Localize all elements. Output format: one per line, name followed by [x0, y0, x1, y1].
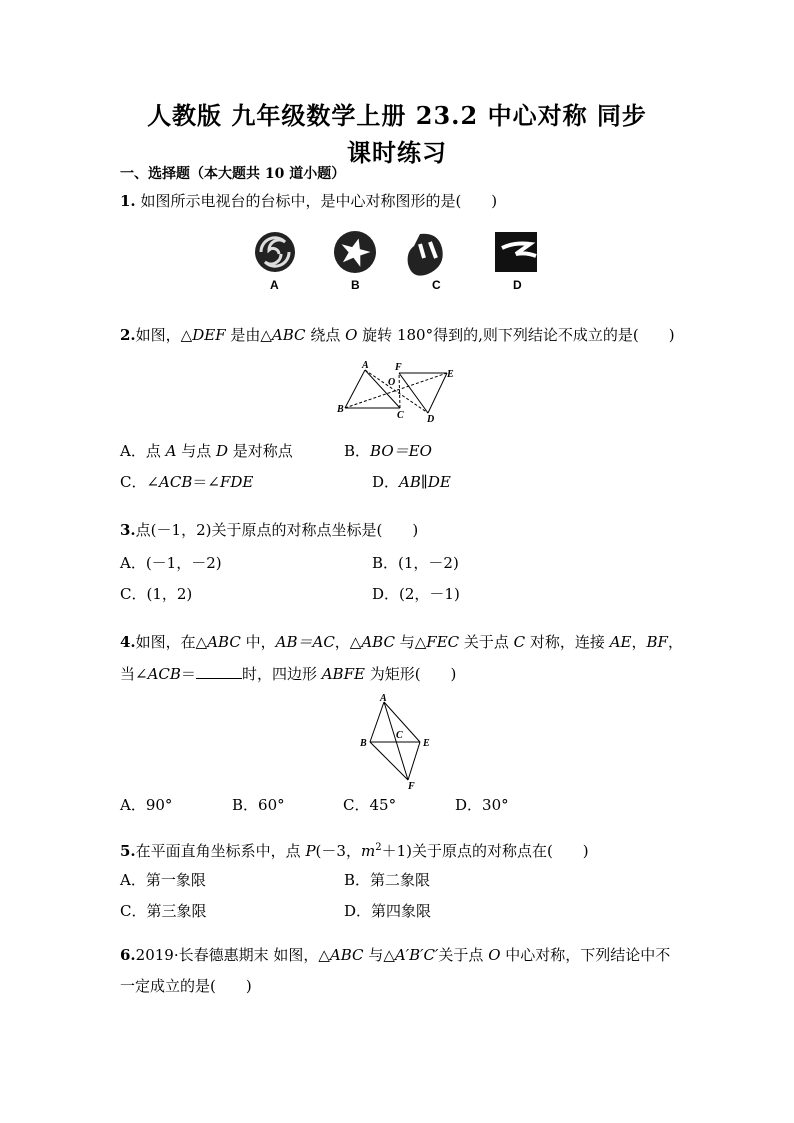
option-a[interactable] [120, 440, 293, 461]
tv-logos-figure [250, 226, 550, 282]
option-c[interactable]: C．(1，2) [120, 585, 193, 603]
question-number: 4. [120, 633, 136, 651]
math: C [513, 633, 526, 651]
text: 关于点 [459, 633, 514, 651]
text: 为矩形( ) [364, 665, 457, 683]
question-4-line1 [120, 632, 683, 652]
text: 与点 [176, 442, 216, 460]
label-o: O [388, 377, 396, 388]
option-d[interactable] [372, 471, 451, 492]
text: C．∠ [120, 473, 160, 491]
logo-label-b: B [351, 278, 360, 292]
section-heading: 一、选择题（本大题共 10 道小题） [120, 166, 346, 182]
math: ABFE [321, 665, 365, 683]
label-b: B [360, 738, 367, 749]
math: ABC [329, 946, 364, 964]
text: ＝ [180, 665, 196, 683]
option-a[interactable]: A．第一象限 [120, 871, 206, 889]
math: ABC [271, 326, 306, 344]
math: FEC [426, 633, 460, 651]
text: 与△ [363, 946, 395, 964]
math: DEF [192, 326, 226, 344]
question-3 [120, 520, 418, 540]
option-c[interactable]: C．第三象限 [120, 902, 207, 920]
math: m [360, 842, 376, 860]
question-1 [120, 191, 497, 211]
question-number: 1. [120, 192, 136, 210]
text: 中， [240, 633, 276, 651]
option-b[interactable]: B．60° [232, 796, 285, 814]
question-text: 点(－1，2)关于原点的对称点坐标是( ) [135, 521, 419, 539]
math: P [305, 842, 316, 860]
option-d[interactable]: D．第四象限 [344, 902, 432, 920]
option-b[interactable]: B．第二象限 [344, 871, 431, 889]
option-a[interactable]: A．90° [120, 796, 173, 814]
logo-label-a: A [270, 278, 279, 292]
math: A [165, 442, 177, 460]
math: ABC [361, 633, 395, 651]
question-4-line2 [120, 664, 456, 684]
logo-b-star-icon [334, 231, 376, 273]
text: ， [667, 633, 683, 651]
option-d[interactable]: D．(2，－1) [372, 585, 460, 603]
text: 与△ [394, 633, 427, 651]
label-e: E [447, 369, 454, 380]
math: O [345, 326, 358, 344]
question-number: 2. [120, 326, 136, 344]
label-d: D [427, 414, 435, 425]
math: BO＝EO [370, 442, 432, 460]
text: 旋转 180°得到的,则下列结论不成立的是( ) [357, 326, 675, 344]
text: 2019·长春德惠期末 如图，△ [135, 946, 330, 964]
text: 是由△ [225, 326, 272, 344]
question-6-line2: 一定成立的是( ) [120, 977, 252, 995]
label-a: A [380, 693, 387, 704]
label-a: A [362, 360, 369, 371]
text: B． [344, 442, 371, 460]
text: 绕点 [305, 326, 346, 344]
text: ＋1)关于原点的对称点在( ) [381, 842, 589, 860]
text: 是对称点 [228, 442, 293, 460]
question-number: 6. [120, 946, 136, 964]
math: AE [609, 633, 632, 651]
logo-d-icon [495, 232, 537, 272]
text: 对称，连接 [525, 633, 610, 651]
text: 当∠ [120, 665, 148, 683]
text: (－3， [315, 842, 361, 860]
text: 如图，在△ [135, 633, 208, 651]
logo-label-c: C [432, 278, 441, 292]
math: FDE [219, 473, 254, 491]
text: 在平面直角坐标系中，点 [135, 842, 306, 860]
text: 关于点 [438, 946, 489, 964]
document-title-line2: 课时练习 [347, 138, 447, 167]
text: 时，四边形 [241, 665, 322, 683]
text: ＝∠ [192, 473, 220, 491]
superscript: 2 [375, 842, 382, 853]
text: 如图，△ [135, 326, 193, 344]
question-number: 5. [120, 842, 136, 860]
math: ACB [147, 665, 181, 683]
answer-blank[interactable] [196, 664, 242, 679]
label-c: C [397, 410, 404, 421]
q2-parallelogram-figure [335, 358, 465, 428]
math: A′B′C′ [394, 946, 439, 964]
text: A．点 [120, 442, 166, 460]
text: 中心对称，下列结论中不 [500, 946, 671, 964]
label-e: E [423, 738, 430, 749]
math: O [488, 946, 501, 964]
math: BF [646, 633, 668, 651]
logo-label-d: D [513, 278, 522, 292]
option-d[interactable]: D．30° [455, 796, 509, 814]
option-b[interactable] [344, 440, 432, 461]
label-f: F [408, 781, 415, 792]
option-c[interactable] [120, 471, 253, 492]
text: D． [372, 473, 400, 491]
label-b: B [337, 404, 344, 415]
text: ， [631, 633, 647, 651]
math: D [216, 442, 229, 460]
question-6-line1 [120, 945, 670, 965]
option-b[interactable]: B．(1，－2) [372, 554, 459, 572]
document-title-line1: 人教版 九年级数学上册 23.2 中心对称 同步 [147, 101, 647, 130]
logo-a-spiral-icon [255, 232, 295, 272]
question-2 [120, 325, 675, 345]
option-c[interactable]: C．45° [343, 796, 397, 814]
question-text: 如图所示电视台的台标中，是中心对称图形的是( ) [140, 192, 498, 210]
question-number: 3. [120, 521, 136, 539]
math: AB＝AC [275, 633, 335, 651]
label-c: C [396, 730, 403, 741]
label-f: F [395, 362, 402, 373]
math: ACB [159, 473, 193, 491]
logo-c-icon [408, 234, 443, 276]
option-a[interactable]: A．(－1，－2) [120, 554, 222, 572]
math: AB∥DE [399, 473, 451, 491]
math: ABC [207, 633, 241, 651]
q4-quadrilateral-figure [352, 692, 442, 792]
question-5 [120, 838, 589, 861]
text: ，△ [334, 633, 362, 651]
